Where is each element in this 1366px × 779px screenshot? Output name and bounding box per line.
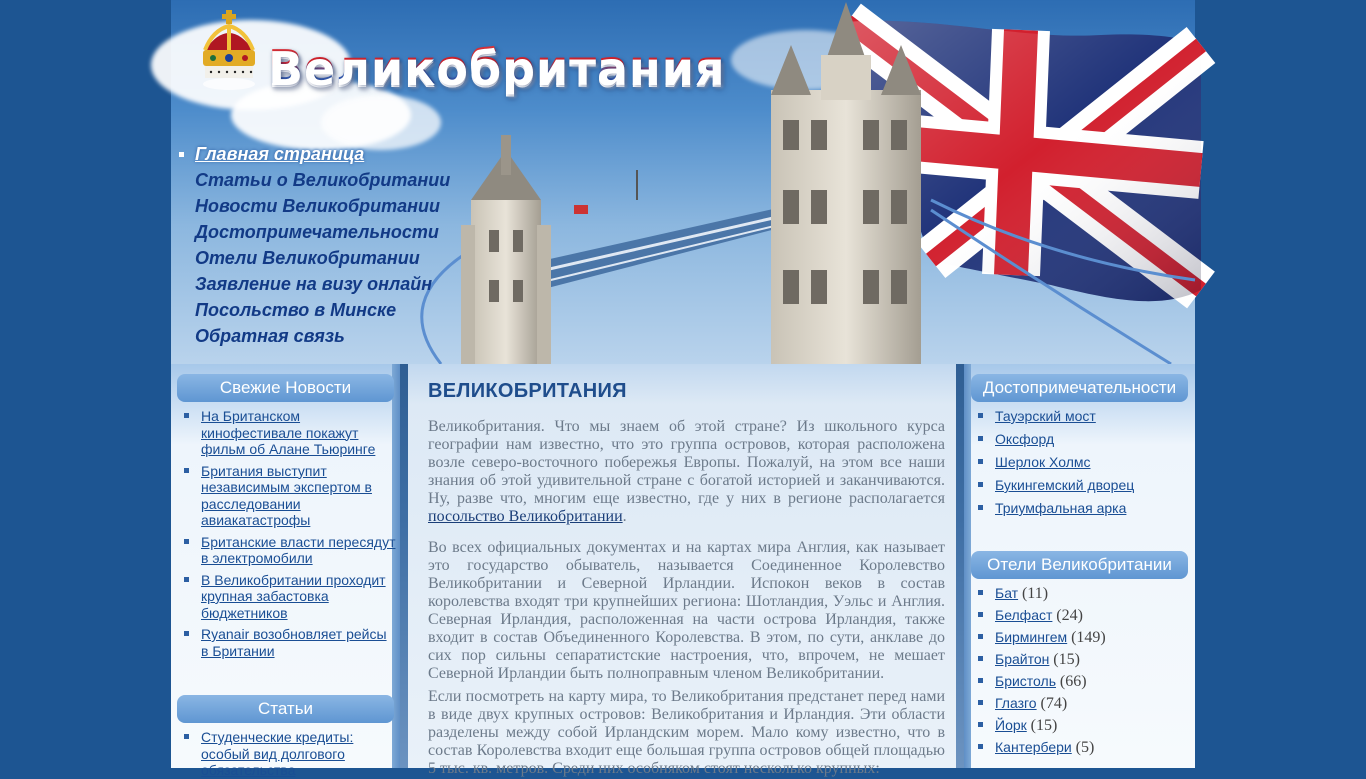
sight-link[interactable]: Шерлок Холмс (995, 454, 1091, 470)
articles-box-title: Статьи (177, 695, 394, 723)
list-item (971, 717, 1191, 735)
main-navigation (179, 142, 450, 350)
list-item (971, 431, 1191, 448)
bullet-icon (978, 678, 983, 683)
bullet-icon (978, 436, 983, 441)
hotel-count: (11) (1021, 585, 1049, 602)
hotel-count: (15) (1030, 717, 1058, 734)
small-flag (574, 205, 588, 214)
hotel-city-link[interactable]: Брайтон (995, 651, 1050, 667)
article-paragraph: Если посмотреть на карту мира, то Великобритания предстанет перед нами в виде двух крупных островов: Великобритания и Ирландия. Эти области разделены между собой Ирландским морем. Мало кому известно, что в состав Королевства входит еще большая группа островов общей площадью 5 тыс. кв. метров. Среди них особняком стоят несколько крупных: (428, 688, 945, 777)
column-gap (956, 364, 964, 768)
right-tower (771, 2, 921, 364)
list-item (177, 626, 397, 659)
hotel-city-link[interactable]: Глазго (995, 695, 1037, 711)
nav-item-sights[interactable] (179, 220, 450, 246)
nav-item-embassy[interactable] (179, 298, 450, 324)
nav-link-embassy[interactable]: Посольство в Минске (195, 300, 397, 320)
hotels-box-title: Отели Великобритании (971, 551, 1188, 579)
site-header (171, 0, 1195, 364)
nav-link-articles[interactable]: Статьи о Великобритании (195, 170, 451, 190)
news-link[interactable]: Британские власти пересядут в электромобили (201, 533, 396, 566)
bullet-icon (184, 539, 189, 544)
article-paragraph: Во всех официальных документах и на картах мира Англия, как называет это государство обыватель, называется Соединенное Королевство Великобритании и Северной Ирландии. Испокон веков в состав королевства входят три крупнейших региона: Шотландия, Уэльс и Англия. Северная Ирландия, расположенная на части острова Ирландия, также входит в состав Объединенного Королевства. В этом, по сути, анклаве до сих пор сильны сепаратистские настроения, что, впрочем, не мешает Северной Ирландии быть полноправным членом Великобритании. (428, 539, 945, 682)
list-item (971, 607, 1191, 625)
bullet-icon (978, 744, 983, 749)
embassy-link[interactable]: посольство Великобритании (428, 508, 623, 525)
bullet-icon (184, 734, 189, 739)
main-content (408, 364, 956, 777)
hotel-count: (149) (1071, 629, 1106, 646)
flagpole (636, 170, 638, 200)
bullet-icon (184, 413, 189, 418)
list-item (971, 408, 1191, 425)
right-sidebar (964, 364, 1195, 768)
sight-link[interactable]: Тауэрский мост (995, 408, 1096, 424)
list-item (971, 695, 1191, 713)
list-item (971, 651, 1191, 669)
bullet-icon (184, 631, 189, 636)
bullet-icon (978, 656, 983, 661)
paragraph-text: Великобритания. Что мы знаем об этой стране? Из школьного курса географии нам известно, что это группа островов, которая расположена возле северо-восточного побережья Европы. Пожалуй, на этом все наши знания об этой удивительной стране с богатой историей и заканчиваются. Ну, разве что, многим еще известно, где у них в регионе располагается (428, 418, 945, 507)
hotel-city-link[interactable]: Бристоль (995, 673, 1056, 689)
nav-item-articles[interactable] (179, 168, 450, 194)
nav-item-visa[interactable] (179, 272, 450, 298)
list-item (971, 477, 1191, 494)
sidebar-edge (964, 364, 971, 768)
site-title[interactable]: Великобритания (268, 40, 726, 94)
hotel-count: (66) (1059, 673, 1087, 690)
nav-link-hotels[interactable]: Отели Великобритании (195, 248, 420, 268)
hotel-count: (15) (1053, 651, 1080, 668)
paragraph-text: . (622, 508, 627, 525)
news-box-title: Свежие Новости (177, 374, 394, 402)
page-wrapper (171, 0, 1195, 778)
list-item (177, 729, 377, 779)
crown-logo-icon (199, 10, 259, 94)
bullet-icon (978, 413, 983, 418)
sights-box-title: Достопримечательности (971, 374, 1188, 402)
nav-link-visa[interactable]: Заявление на визу онлайн (195, 274, 433, 294)
article-paragraph (428, 418, 945, 526)
bullet-icon (978, 700, 983, 705)
list-item (971, 500, 1191, 517)
articles-list (177, 729, 377, 779)
sight-link[interactable]: Букингемский дворец (995, 477, 1135, 493)
bullet-icon (978, 482, 983, 487)
left-tower (461, 135, 551, 365)
list-item (971, 585, 1191, 603)
list-item (971, 673, 1191, 691)
list-item (971, 454, 1191, 471)
hotel-city-link[interactable]: Бирмингем (995, 629, 1068, 645)
nav-link-home[interactable]: Главная страница (195, 144, 365, 164)
hotel-city-link[interactable]: Бат (995, 585, 1019, 601)
list-item (177, 572, 397, 622)
bullet-icon (978, 459, 983, 464)
news-list (177, 408, 397, 659)
article-title: ВЕЛИКОБРИТАНИЯ (428, 380, 627, 402)
news-link[interactable]: На Британском кинофестивале покажут фильм об Алане Тьюринге (201, 408, 376, 457)
article-link[interactable]: Студенческие кредиты: особый вид долгового обязательства (201, 729, 354, 778)
bullet-icon (179, 152, 184, 157)
news-link[interactable]: В Великобритании проходит крупная забастовка бюджетников (201, 571, 386, 621)
left-sidebar (171, 364, 400, 778)
column-gap (400, 364, 408, 768)
nav-link-contact[interactable]: Обратная связь (195, 326, 345, 346)
bullet-icon (184, 577, 189, 582)
bullet-icon (978, 505, 983, 510)
news-link[interactable]: Британия выступит независимым экспертом в расследовании авиакатастрофы (201, 462, 372, 528)
list-item (177, 463, 397, 529)
hotel-count: (5) (1075, 739, 1095, 756)
list-item (177, 534, 397, 567)
list-item (177, 408, 397, 458)
hotel-count: (24) (1056, 607, 1083, 624)
nav-item-news[interactable] (179, 194, 450, 220)
hotel-city-link[interactable]: Йорк (995, 717, 1027, 733)
hotel-count: (74) (1040, 695, 1068, 712)
bullet-icon (184, 468, 189, 473)
sight-link[interactable]: Триумфальная арка (995, 500, 1127, 516)
bullet-icon (978, 722, 983, 727)
list-item (971, 739, 1191, 757)
hotels-list (971, 585, 1191, 757)
hotel-city-link[interactable]: Белфаст (995, 607, 1053, 623)
news-link[interactable]: Ryanair возобновляет рейсы в Британии (201, 626, 387, 659)
nav-item-contact[interactable] (179, 324, 450, 350)
nav-item-home[interactable] (179, 142, 450, 168)
bullet-icon (978, 612, 983, 617)
sight-link[interactable]: Оксфорд (995, 431, 1055, 447)
hotel-city-link[interactable]: Кантербери (995, 739, 1072, 755)
bullet-icon (978, 634, 983, 639)
nav-link-sights[interactable]: Достопримечательности (195, 222, 439, 242)
sights-list (971, 408, 1191, 517)
nav-item-hotels[interactable] (179, 246, 450, 272)
nav-link-news[interactable]: Новости Великобритании (195, 196, 440, 216)
list-item (971, 629, 1191, 647)
bullet-icon (978, 590, 983, 595)
